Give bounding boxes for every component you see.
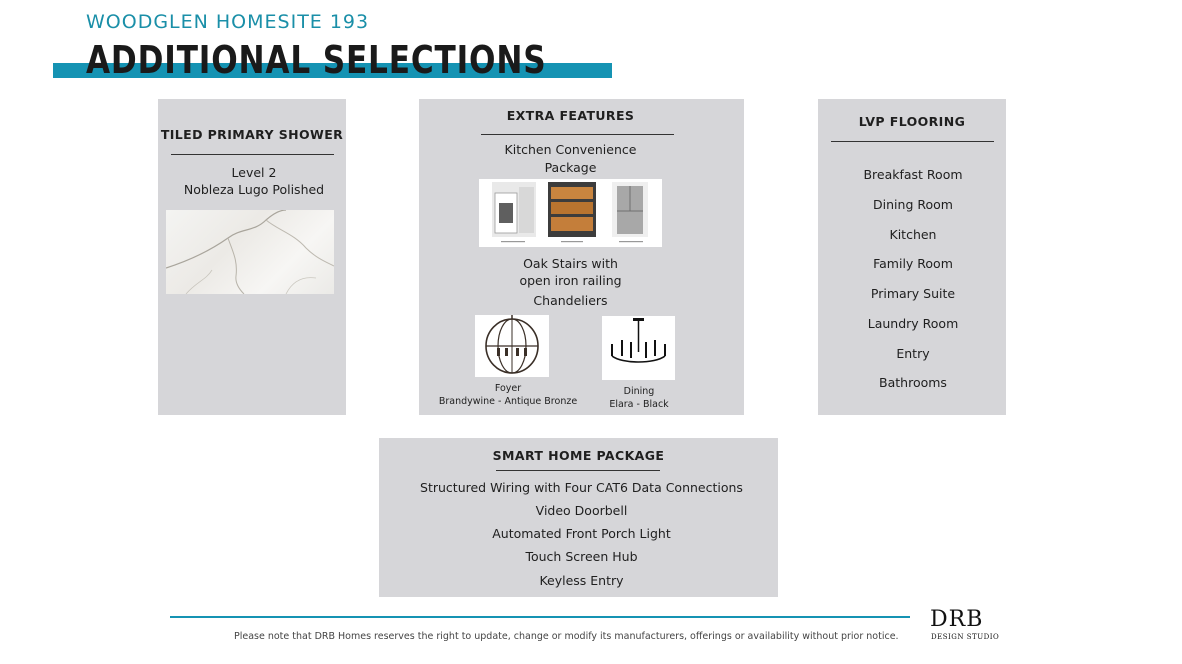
- footer-divider: [170, 616, 910, 618]
- shower-level: Level 2: [231, 165, 277, 180]
- smart-home-item: Structured Wiring with Four CAT6 Data Connections: [420, 480, 743, 495]
- kitchen-package-line1: Kitchen Convenience: [504, 142, 637, 157]
- stairs-line2: open iron railing: [519, 273, 622, 288]
- smart-home-divider: [496, 470, 660, 471]
- lvp-flooring-heading: LVP FLOORING: [858, 114, 966, 129]
- lvp-room: Kitchen: [889, 227, 937, 242]
- lvp-room: Bathrooms: [879, 375, 947, 390]
- foyer-chandelier-image: [475, 315, 549, 377]
- marble-tile-image: [166, 210, 334, 294]
- foyer-fixture-name: Brandywine - Antique Bronze: [438, 396, 578, 407]
- smart-home-item: Touch Screen Hub: [525, 549, 638, 564]
- shower-heading: TILED PRIMARY SHOWER: [160, 127, 344, 142]
- lvp-room: Laundry Room: [867, 316, 959, 331]
- lvp-room: Primary Suite: [870, 286, 956, 301]
- lvp-room: Dining Room: [873, 197, 953, 212]
- drb-logo-subtitle: DESIGN STUDIO: [931, 633, 1000, 641]
- drb-logo: DRB: [930, 607, 984, 632]
- smart-home-heading: SMART HOME PACKAGE: [492, 448, 665, 463]
- lvp-room: Entry: [896, 346, 930, 361]
- foyer-label: Foyer: [494, 383, 522, 394]
- smart-home-item: Video Doorbell: [535, 503, 628, 518]
- page-subtitle: WOODGLEN HOMESITE 193: [86, 11, 370, 33]
- page-title: ADDITIONAL SELECTIONS: [86, 38, 547, 82]
- shower-divider: [171, 154, 334, 155]
- shower-tile-name: Nobleza Lugo Polished: [183, 182, 325, 197]
- dining-fixture-name: Elara - Black: [609, 399, 669, 410]
- chandeliers-label: Chandeliers: [533, 293, 608, 308]
- dining-chandelier-image: [602, 316, 675, 380]
- extra-features-heading: EXTRA FEATURES: [506, 108, 635, 123]
- smart-home-item: Automated Front Porch Light: [492, 526, 671, 541]
- dining-label: Dining: [623, 386, 655, 397]
- kitchen-package-photos: [479, 179, 662, 247]
- smart-home-item: Keyless Entry: [539, 573, 624, 588]
- footer-disclaimer: Please note that DRB Homes reserves the right to update, change or modify its manufacturers, offerings or availability without prior notice.: [234, 631, 899, 642]
- lvp-flooring-divider: [831, 141, 994, 142]
- extra-features-divider: [481, 134, 674, 135]
- lvp-room: Family Room: [873, 256, 953, 271]
- kitchen-package-line2: Package: [544, 160, 597, 175]
- stairs-line1: Oak Stairs with: [523, 256, 618, 271]
- lvp-room: Breakfast Room: [863, 167, 963, 182]
